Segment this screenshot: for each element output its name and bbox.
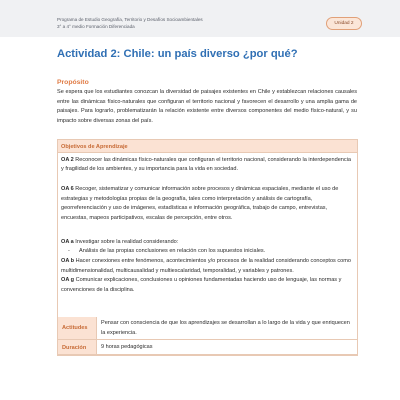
objective-code: OA g [61,277,75,284]
objective-group-transversal [61,238,353,296]
objective-subitem [61,247,353,257]
attitudes-label-cell [58,317,97,339]
objective-text: Recoger, sistematizar y comunicar información sobre procesos y dinámicas espaciales, mediante el uso de estrategias y metodologías propias de la geografía, tales como interpretación y análisis de cartografía, georreferenciación y uso de imágenes, estadísticas e información geográfica, trabajo de campo, entrevistas, encuestas, mapeos participativos, escalas de percepción, entre otros. [61,186,339,222]
objective-code: OA a [61,238,74,245]
objectives-heading: Objetivos de Aprendizaje [61,143,128,150]
objective-code: OA 2 [61,156,74,163]
duration-label-cell [58,340,97,354]
objective-oaa [61,238,353,248]
objective-text: Reconocer las dinámicas físico-naturales que configuran el territorio nacional, considerando la interdependencia y fragilidad de los ambientes, y su importancia para la vida en sociedad. [61,156,351,173]
duration-row [57,340,358,355]
attitudes-text: Pensar con consciencia de que los aprendizajes se desarrollan a lo largo de la vida y que enriquecen la experiencia. [101,320,350,336]
purpose-text: Se espera que los estudiantes conozcan la diversidad de paisajes existentes en Chile y establezcan relaciones causales entre las dinámicas físico-naturales que configuran el territorio nacional y favorecen el desarrollo y una amplia gama de paisajes. Para lograrlo, problematizarán la relación existente entre diversos componentes del medio físico-natural, y su impacto sobre diversas zonas del país. [57,89,357,125]
duration-label: Duración [62,344,87,351]
objective-oa6 [61,185,353,224]
bullet-mark: - [68,248,70,255]
attitudes-row [57,317,358,340]
objective-code: OA b [61,257,75,264]
objectives-header [58,140,357,153]
objective-oab [61,257,353,276]
objective-text: Investigar sobre la realidad considerando: [73,238,179,245]
activity-title: Actividad 2: Chile: un país diverso ¿por qué? [57,48,298,60]
objective-code: OA 6 [61,186,74,192]
objective-oag [61,276,353,295]
document-header [0,0,400,37]
objective-text: Comunicar explicaciones, conclusiones u opiniones fundamentadas haciendo uso de lenguaje, las normas y convenciones de la disciplina. [61,277,342,294]
subitem-text: Análisis de las propias conclusiones en relación con los supuestos iniciales. [79,248,266,255]
attitudes-label: Actitudes [62,325,88,331]
program-title: Programa de Estudio Geografía, Territorio y Desafíos Socioambientales [57,17,203,22]
purpose-heading: Propósito [57,79,89,86]
unit-badge: Unidad 2 [326,17,362,30]
objective-text: Hacer conexiones entre fenómenos, acontecimientos y/o procesos de la realidad considerando conceptos como multidimensionalidad, multicausalidad y multiescalaridad, temporalidad, y variables y patrones. [61,257,351,274]
program-level: 3° a 4° medio Formación Diferenciada [57,24,135,29]
duration-text: 9 horas pedagógicas [101,343,153,350]
objective-oa2 [61,156,353,175]
